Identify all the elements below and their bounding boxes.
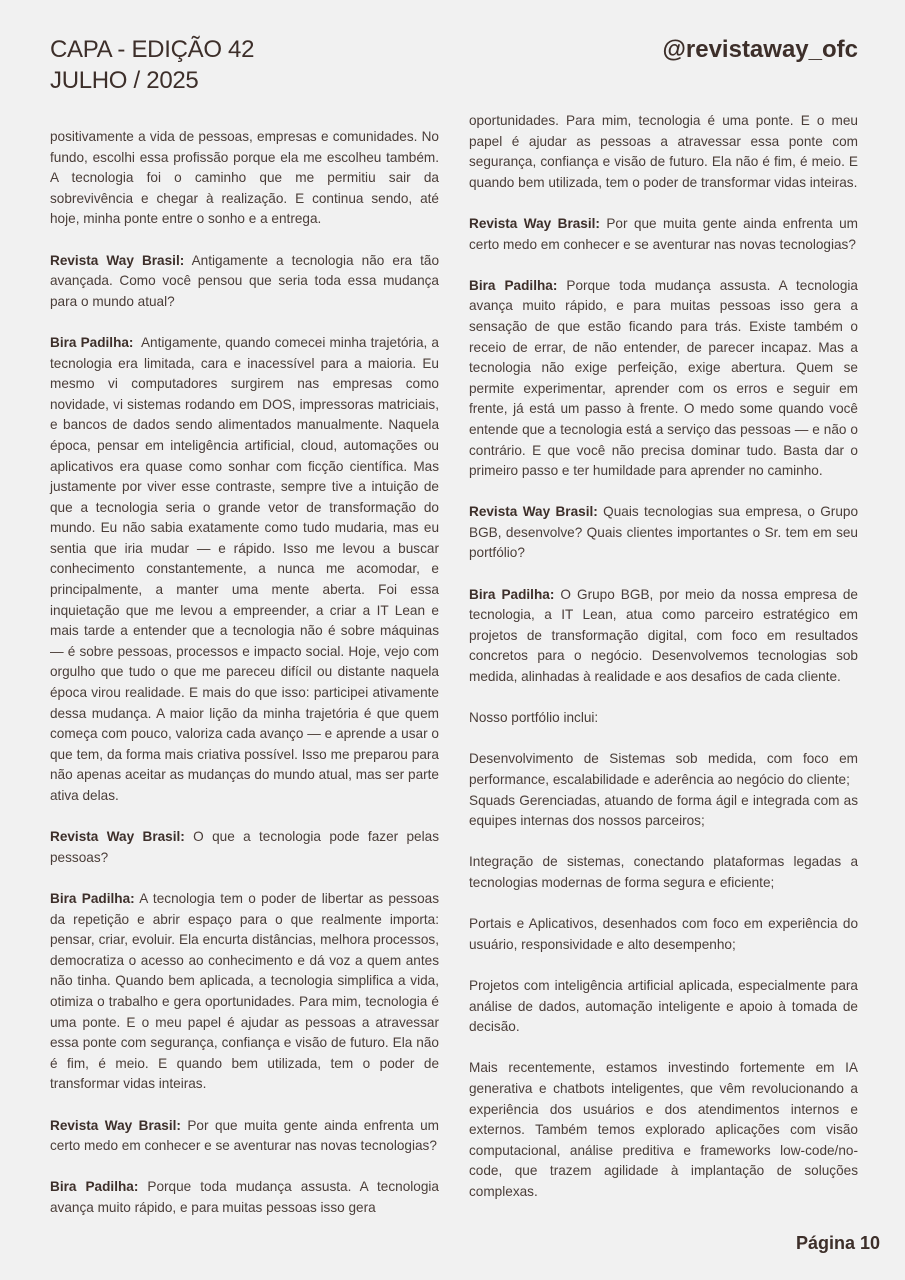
paragraph-text: oportunidades. Para mim, tecnologia é uma ponte. E o meu papel é ajudar as pessoas a atravessar essa ponte com segurança, confiança e visão de futuro. Ela não é fim, é meio. E quando bem utilizada, tem o poder de transformar vidas inteiras. <box>469 113 862 190</box>
speaker-label: Bira Padilha: <box>50 1179 139 1195</box>
paragraph-text: Antigamente a tecnologia não era tão avançada. Como você pensou que seria toda essa mudança para o mundo atual? <box>50 252 443 309</box>
interview-paragraph <box>50 889 443 1095</box>
speaker-label: Revista Way Brasil: <box>469 504 598 520</box>
body-paragraph <box>50 127 443 230</box>
body-paragraph <box>469 914 862 955</box>
paragraph-text: Quais tecnologias sua empresa, o Grupo BGB, desenvolve? Quais clientes importantes o Sr. tem em seu portfólio? <box>469 504 862 561</box>
body-paragraph <box>469 708 858 729</box>
interview-paragraph <box>50 1177 443 1218</box>
speaker-label: Bira Padilha: <box>50 890 135 906</box>
paragraph-text: O Grupo BGB, por meio da nossa empresa de tecnologia, a IT Lean, atua como parceiro estratégico em projetos de transformação digital, com foco em resultados concretos para o negócio. Desenvolvemos tecnologias sob medida, alinhadas à realidade e aos desafios de cada cliente. <box>469 586 862 685</box>
paragraph-text: Porque toda mudança assusta. A tecnologia avança muito rápido, e para muitas pessoas isso gera a sensação de que estão ficando para trás. Existe também o receio de errar, de não entender, de parecer incapaz. Mas a tecnologia não exige perfeição, exige abertura. Quem se permite experimentar, aprender com os erros e seguir em frente, já está um passo à frente. O medo some quando você entende que a tecnologia está a serviço das pessoas — e não o contrário. E que você não precisa dominar tudo. Basta dar o primeiro passo e ter humildade para aprender no caminho. <box>469 277 862 479</box>
left-column <box>50 127 443 1239</box>
edition-title: CAPA - EDIÇÃO 42 <box>50 36 255 63</box>
paragraph-text: Desenvolvimento de Sistemas sob medida, com foco em performance, escalabilidade e aderência ao negócio do cliente; <box>469 751 862 787</box>
body-paragraph <box>469 1058 862 1202</box>
body-paragraph <box>469 852 862 893</box>
paragraph-text: positivamente a vida de pessoas, empresas e comunidades. No fundo, escolhi essa profissão porque ela me escolheu também. A tecnologia foi o caminho que me permitiu sair da sobrevivência e chegar à realização. E continua sendo, até hoje, minha ponte entre o sonho e a entrega. <box>50 129 443 227</box>
social-handle: @revistaway_ofc <box>662 36 858 63</box>
page-number: Página 10 <box>795 1233 880 1253</box>
paragraph-text: Nosso portfólio inclui: <box>469 710 599 726</box>
interview-paragraph <box>469 276 862 482</box>
interview-paragraph <box>50 827 443 868</box>
interview-paragraph <box>469 585 862 688</box>
paragraph-text: Por que muita gente ainda enfrenta um certo medo em conhecer e se aventurar nas novas tecnologias? <box>50 1117 443 1154</box>
paragraph-text: A tecnologia tem o poder de libertar as pessoas da repetição e abrir espaço para o que realmente importa: pensar, criar, evoluir. Ela encurta distâncias, melhora processos, democratiza o acesso ao conhecimento e dá voz a quem antes não tinha. Quando bem aplicada, a tecnologia simplifica a vida, otimiza o trabalho e gera oportunidades. Para mim, tecnologia é uma ponte. E o meu papel é ajudar as pessoas a atravessar essa ponte com segurança, confiança e visão de futuro. Ela não é fim, é meio. E quando bem utilizada, tem o poder de transformar vidas inteiras. <box>50 890 443 1092</box>
right-column <box>469 111 862 1223</box>
paragraph-text: Integração de sistemas, conectando plataformas legadas a tecnologias modernas de forma segura e eficiente; <box>469 854 862 890</box>
interview-paragraph <box>50 251 443 313</box>
interview-paragraph <box>50 333 443 807</box>
speaker-label: Revista Way Brasil: <box>50 1117 181 1133</box>
paragraph-text: O que a tecnologia pode fazer pelas pessoas? <box>50 829 443 865</box>
speaker-label: Bira Padilha: <box>469 586 555 602</box>
interview-paragraph <box>469 214 862 255</box>
speaker-label: Bira Padilha: <box>469 277 558 293</box>
speaker-label: Bira Padilha: <box>50 334 134 350</box>
interview-paragraph <box>469 502 862 564</box>
speaker-label: Revista Way Brasil: <box>50 829 185 845</box>
body-paragraph <box>469 976 862 1038</box>
paragraph-text: Por que muita gente ainda enfrenta um certo medo em conhecer e se aventurar nas novas tecnologias? <box>469 215 862 252</box>
paragraph-text: Porque toda mudança assusta. A tecnologia avança muito rápido, e para muitas pessoas isso gera <box>50 1179 443 1215</box>
paragraph-text: Antigamente, quando comecei minha trajetória, a tecnologia era limitada, cara e inacessível para a maioria. Eu mesmo vi computadores surgirem nas empresas como novidade, vi sistemas rodando em DOS, impressoras matriciais, e bancos de dados sendo alimentados manualmente. Naquela época, pensar em inteligência artificial, cloud, automações ou aplicativos era quase como sonhar com ficção científica. Mas justamente por viver esse contraste, sempre tive a intuição de que a tecnologia seria o grande vetor de transformação do mundo. Eu não sabia exatamente como tudo mudaria, mas eu sentia que iria mudar — e rápido. Isso me levou a buscar conhecimento constantemente, a nunca me acomodar, e principalmente, a manter uma mente aberta. Foi essa inquietação que me levou a empreender, a criar a IT Lean e mais tarde a entender que a tecnologia não é sobre máquinas — é sobre pessoas, processos e impacto social. Hoje, vejo com orgulho que tudo o que me pareceu difícil ou distante naquela época virou realidade. E mais do que isso: participei ativamente dessa mudança. A maior lição da minha trajetória é que quem começa com pouco, valoriza cada avanço — e aprende a usar o que tem, da forma mais criativa possível. Isso me preparou para não apenas aceitar as mudanças do mundo atual, mas ser parte ativa delas. <box>50 334 443 803</box>
edition-date: JULHO / 2025 <box>50 67 199 94</box>
body-paragraph <box>469 791 862 832</box>
interview-paragraph <box>50 1116 443 1157</box>
speaker-label: Revista Way Brasil: <box>469 215 600 231</box>
paragraph-text: Portais e Aplicativos, desenhados com foco em experiência do usuário, responsividade e alto desempenho; <box>469 916 862 952</box>
body-paragraph <box>469 111 862 193</box>
paragraph-text: Mais recentemente, estamos investindo fortemente em IA generativa e chatbots inteligentes, que vêm revolucionando a experiência dos usuários e dos atendimentos internos e externos. Também temos explorado aplicações com visão computacional, análise preditiva e frameworks low-code/no-code, que trazem agilidade à implantação de soluções complexas. <box>469 1060 862 1199</box>
paragraph-text: Squads Gerenciadas, atuando de forma ágil e integrada com as equipes internas dos nossos parceiros; <box>469 792 862 829</box>
paragraph-text: Projetos com inteligência artificial aplicada, especialmente para análise de dados, automação inteligente e apoio à tomada de decisão. <box>469 977 862 1035</box>
edition-header <box>50 34 254 96</box>
body-paragraph <box>469 749 862 790</box>
speaker-label: Revista Way Brasil: <box>50 252 185 268</box>
